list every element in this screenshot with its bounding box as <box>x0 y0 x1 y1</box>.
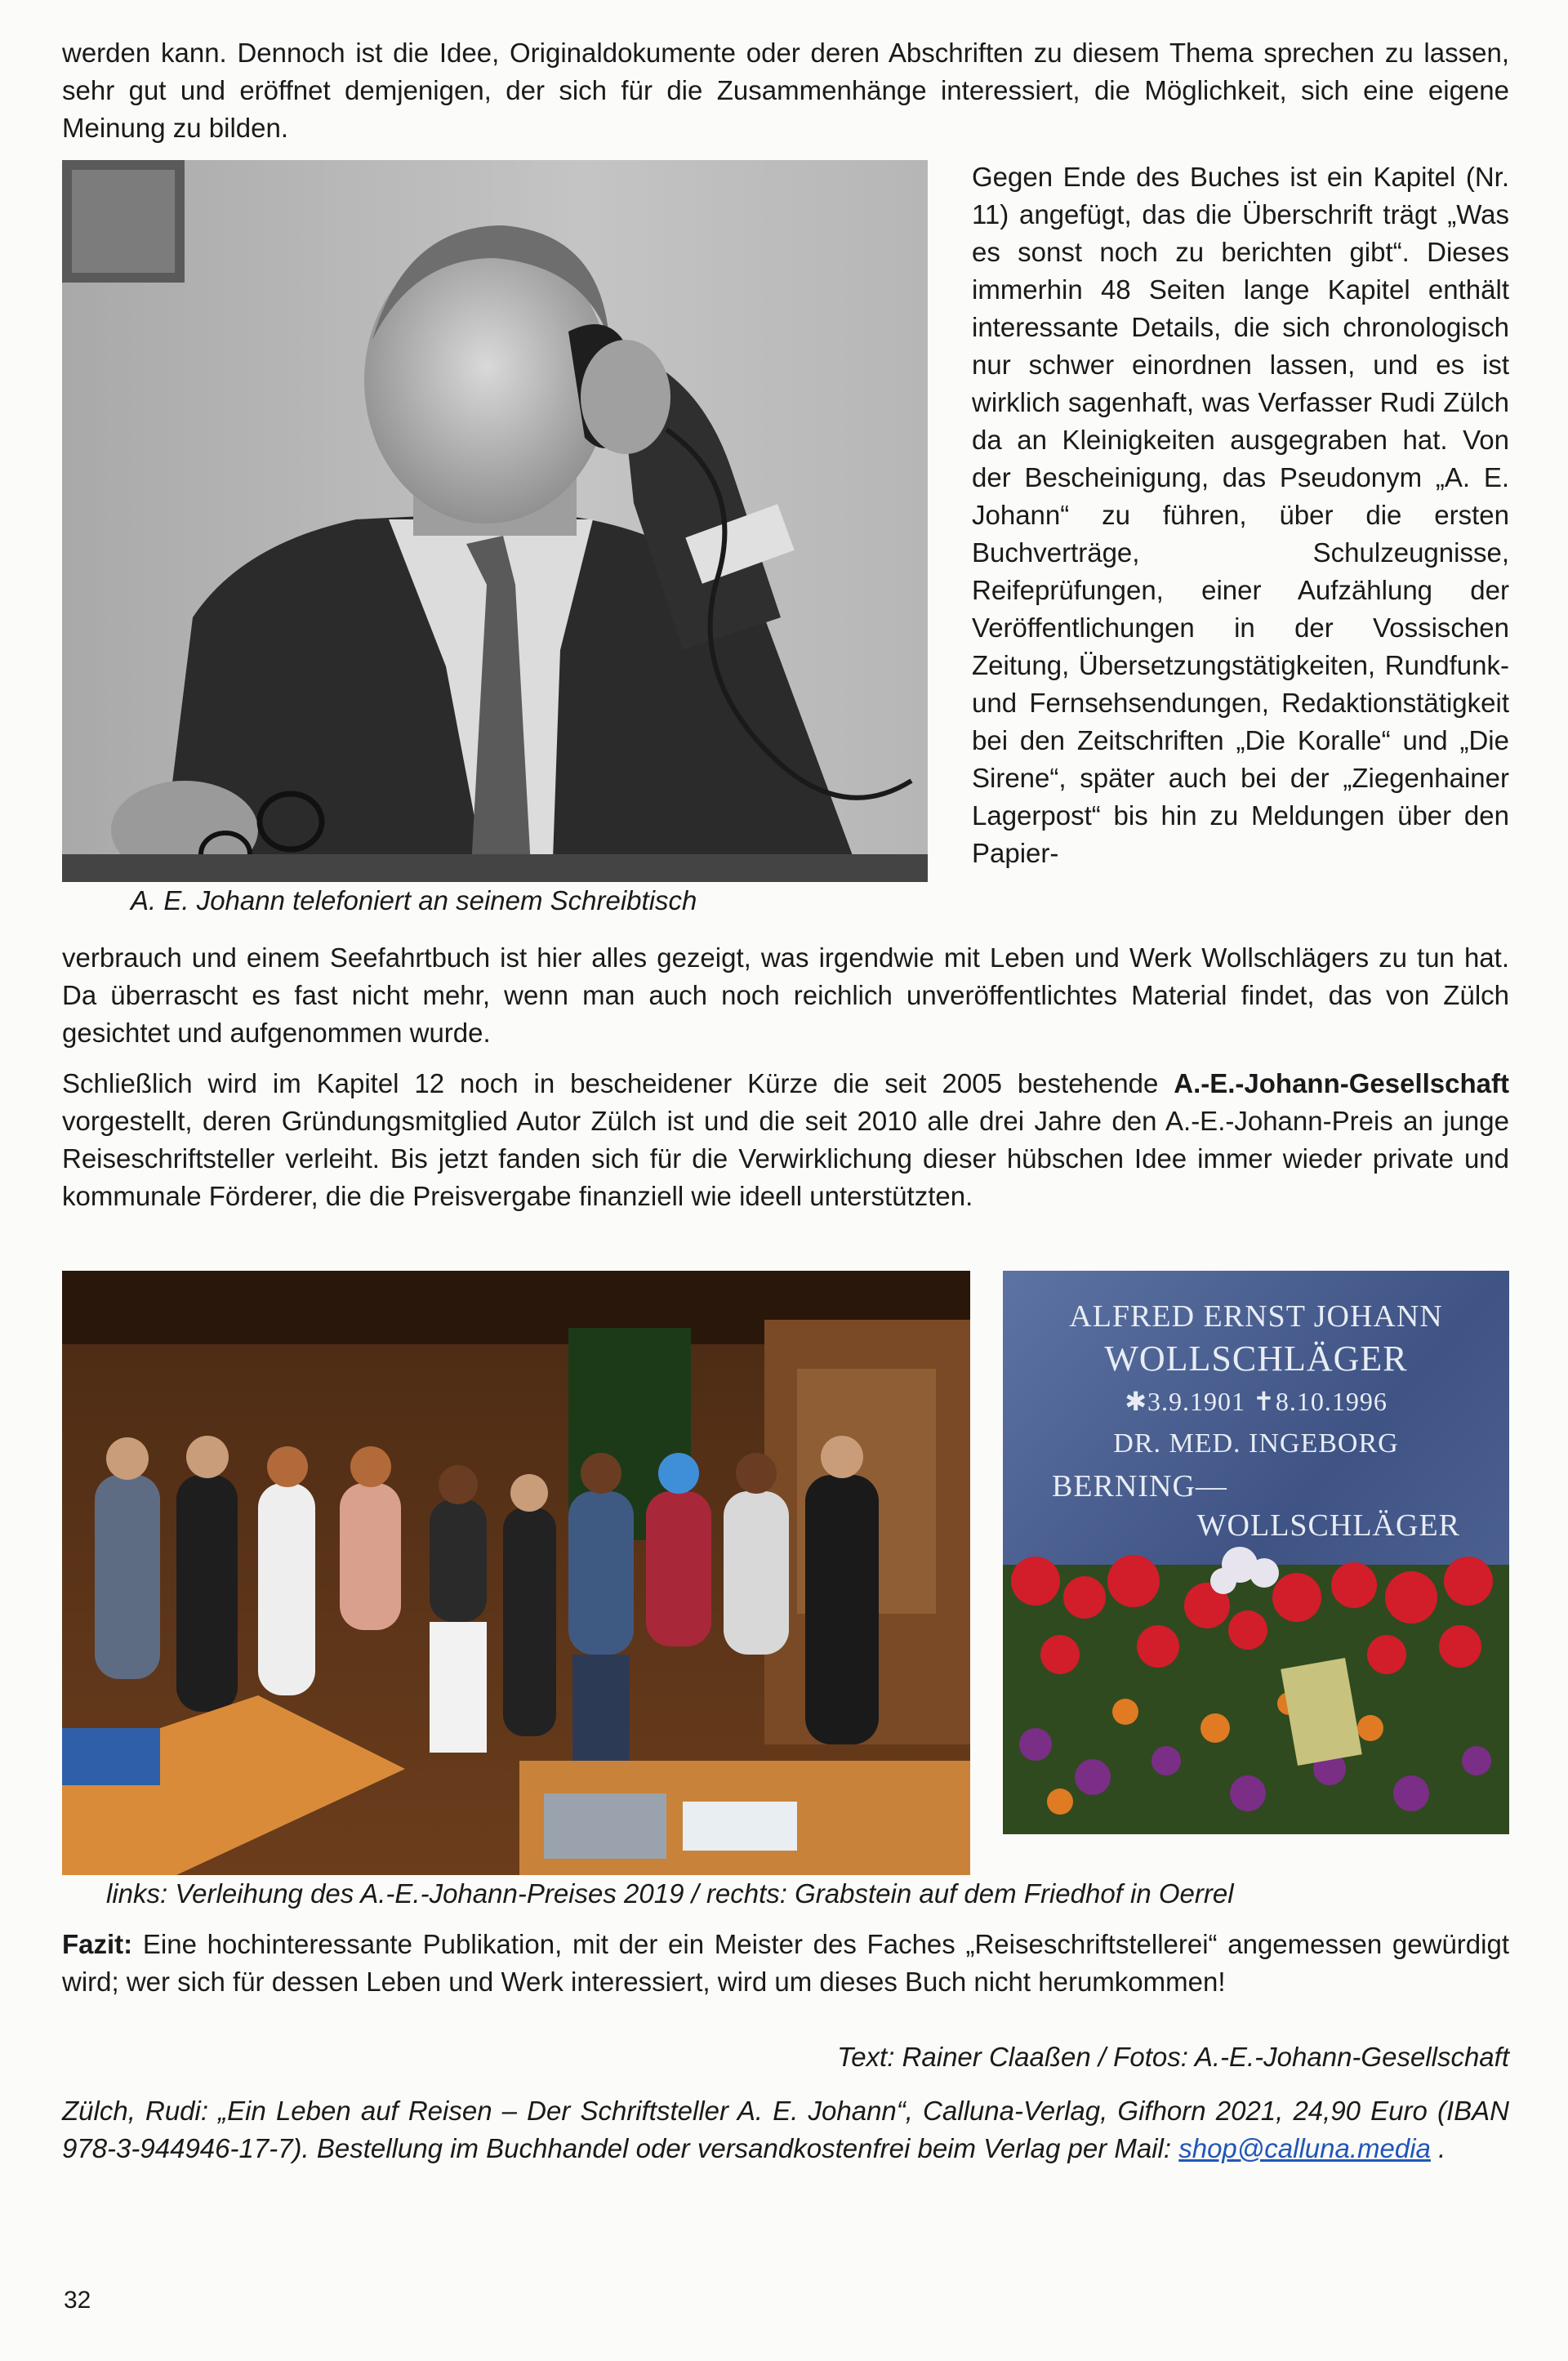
society-paragraph <box>62 1065 1509 1215</box>
chapter11-column: Gegen Ende des Buches ist ein Kapitel (Nr. 11) angefügt, das die Überschrift trägt „Was es sonst noch zu berichten gibt“. Dieses immerhin 48 Seiten lange Kapitel enthält interessante Details, die sich chronologisch nur schwer einordnen lassen, und es ist wirklich sagenhaft, was Verfasser Rudi Zülch da an Kleinigkeiten ausgegraben hat. Von der Bescheinigung, das Pseudonym „A. E. Johann“ zu führen, über die ersten Buchverträge, Schulzeugnisse, Reifeprüfungen, einer Aufzählung der Veröffentlichungen in der Vossischen Zeitung, Übersetzungstätigkeiten, Rundfunk- und Fernsehsendungen, Redaktionstätigkeit bei den Zeitschriften „Die Koralle“ und „Die Sirene“, später auch bei der „Ziegenhainer Lagerpost“ bis hin zu Meldungen über den Papier- <box>972 162 1509 868</box>
society-text-before: Schließlich wird im Kapitel 12 noch in bescheidener Kürze die seit 2005 bestehende <box>62 1068 1174 1098</box>
photos-caption: links: Verleihung des A.-E.-Johann-Preises 2019 / rechts: Grabstein auf dem Friedhof in Oerrel <box>106 1878 1234 1909</box>
gravestone-line6: WOLLSCHLÄGER <box>1196 1508 1460 1543</box>
credits: Text: Rainer Claaßen / Fotos: A.-E.-Johann-Gesellschaft <box>837 2042 1509 2072</box>
gravestone-line1: ALFRED ERNST JOHANN <box>1069 1299 1443 1334</box>
bibliography-text: Zülch, Rudi: „Ein Leben auf Reisen – Der Schriftsteller A. E. Johann“, Calluna-Verlag, Gifhorn 2021, 24,90 Euro (IBAN 978-3-944946-17-7). Bestellung im Buchhandel oder versandkostenfrei beim Verlag per Mail: <box>62 2096 1509 2163</box>
bibliography <box>62 2092 1509 2167</box>
photo-award-ceremony <box>62 1271 970 1875</box>
intro-paragraph: werden kann. Dennoch ist die Idee, Originaldokumente oder deren Abschriften zu diesem Thema sprechen zu lassen, sehr gut und eröffnet demjenigen, der sich für die Zusammenhänge interessiert, die Möglichkeit, sich eine eigene Meinung zu bilden. <box>62 38 1509 143</box>
gravestone-line2: WOLLSCHLÄGER <box>1104 1339 1408 1379</box>
gravestone-line3: ✱3.9.1901 ✝8.10.1996 <box>1125 1387 1388 1416</box>
bibliography-end: . <box>1430 2133 1446 2163</box>
gravestone-inscription <box>1003 1295 1509 1547</box>
society-text-after: vorgestellt, deren Gründungsmitglied Autor Zülch ist und die seit 2010 alle drei Jahre den A.-E.-Johann-Preis an junge Reiseschriftsteller verleiht. Bis jetzt fanden sich für die Verwirklichung dieser hübschen Idee immer wieder private und kommunale Förderer, die die Preisvergabe finanziell wie ideell unterstützten. <box>62 1106 1509 1211</box>
shop-email-link[interactable]: shop@calluna.media <box>1178 2133 1431 2163</box>
fazit-label: Fazit: <box>62 1929 133 1959</box>
photo-gravestone <box>1003 1271 1509 1834</box>
photo-johann-telephone <box>62 160 928 882</box>
gravestone-line5: BERNING— <box>1052 1469 1227 1503</box>
photo-johann-telephone-image <box>62 160 928 882</box>
fazit-paragraph <box>62 1926 1509 2001</box>
gravestone-line4: DR. MED. INGEBORG <box>1113 1428 1399 1459</box>
photo1-caption: A. E. Johann telefoniert an seinem Schreibtisch <box>131 885 697 915</box>
page-number: 32 <box>64 2287 91 2314</box>
photo-award-ceremony-image <box>62 1271 970 1875</box>
chapter11-continued-paragraph: verbrauch und einem Seefahrtbuch ist hier alles gezeigt, was irgendwie mit Leben und Werk Wollschlägers zu tun hat. Da überrascht es fast nicht mehr, wenn man auch noch reichlich unveröffentlichtes Material findet, das von Zülch gesichtet und aufgenommen wurde. <box>62 942 1509 1048</box>
fazit-text: Eine hochinteressante Publikation, mit der ein Meister des Faches „Reiseschriftstellerei“ angemessen gewürdigt wird; wer sich für dessen Leben und Werk interessiert, wird um dieses Buch nicht herumkommen! <box>62 1929 1509 1997</box>
society-name: A.-E.-Johann-Gesellschaft <box>1174 1068 1509 1098</box>
